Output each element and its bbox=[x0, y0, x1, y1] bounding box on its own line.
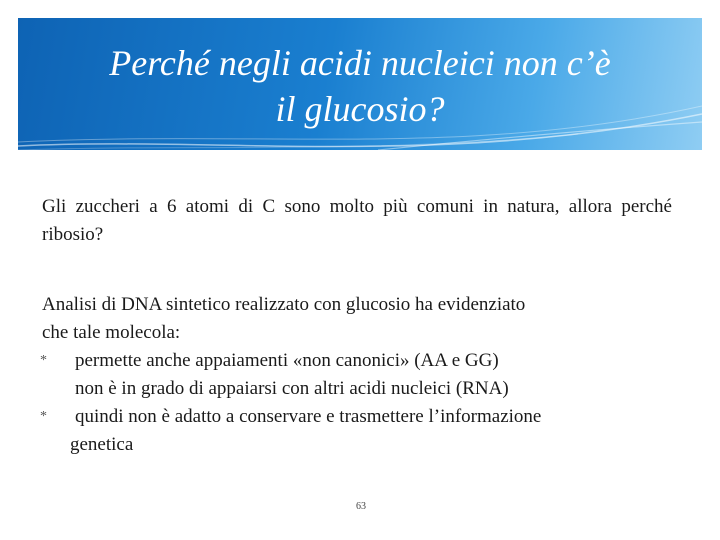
bullet-2-line-1: quindi non è adatto a conservare e trasmettere l’informazione bbox=[75, 406, 542, 427]
page-number: 63 bbox=[356, 501, 366, 512]
bullet-2-line-2: genetica bbox=[70, 434, 134, 455]
bullet-star-icon: * bbox=[40, 353, 47, 368]
paragraph-analysis-line-1: Analisi di DNA sintetico realizzato con glucosio ha evidenziato bbox=[42, 294, 526, 315]
bullet-1-line-1: permette anche appaiamenti «non canonici» (AA e GG) bbox=[75, 350, 499, 371]
bullet-1-line-2: non è in grado di appaiarsi con altri acidi nucleici (RNA) bbox=[75, 378, 509, 399]
spacer bbox=[42, 249, 672, 291]
title-line-2: il glucosio? bbox=[275, 89, 445, 129]
bullet-star-icon: * bbox=[40, 409, 47, 424]
paragraph-intro: Gli zuccheri a 6 atomi di C sono molto più comuni in natura, allora perché ribosio? bbox=[42, 196, 672, 245]
paragraph-analysis-line-2: che tale molecola: bbox=[42, 322, 181, 343]
title-line-1: Perché negli acidi nucleici non c’è bbox=[109, 43, 611, 83]
bullet-item-1 bbox=[42, 347, 672, 375]
slide-body bbox=[42, 193, 672, 459]
title-banner bbox=[18, 18, 702, 150]
bullet-item-2 bbox=[42, 403, 672, 431]
slide-title bbox=[18, 40, 702, 132]
